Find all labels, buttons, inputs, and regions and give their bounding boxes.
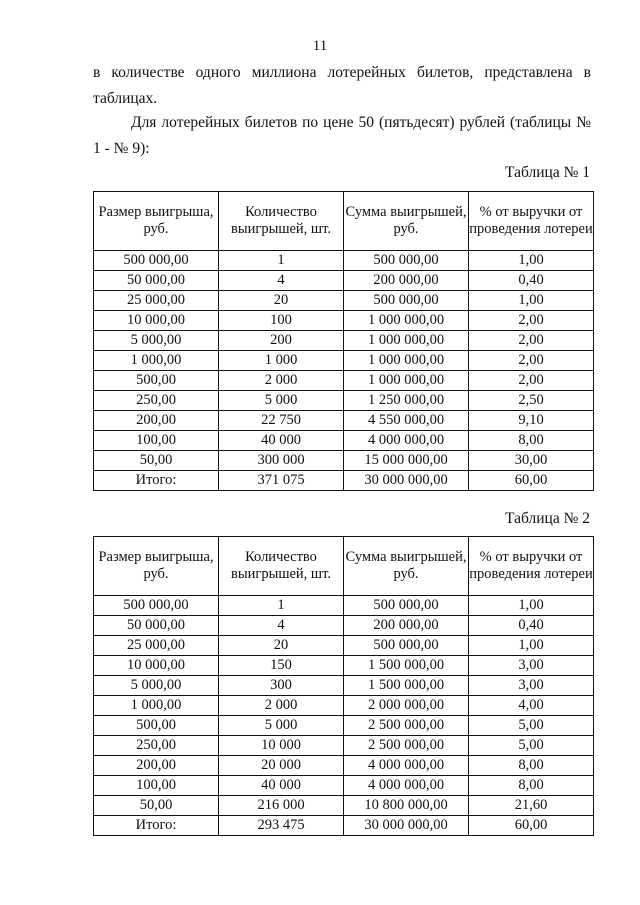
cell-prize-size: 25 000,00 [94,291,219,311]
table-row [94,736,594,756]
table-row [94,796,594,816]
cell-revenue-percent: 5,00 [469,716,594,736]
cell-revenue-percent: 2,00 [469,371,594,391]
cell-prize-count: 2 000 [219,696,344,716]
cell-prize-size: 50 000,00 [94,616,219,636]
table-row [94,756,594,776]
cell-prize-size: 250,00 [94,391,219,411]
cell-prize-sum: 200 000,00 [344,616,469,636]
cell-prize-count: 300 000 [219,451,344,471]
cell-revenue-percent: 30,00 [469,451,594,471]
table-row [94,291,594,311]
table-row [94,251,594,271]
cell-prize-size: Итого: [94,471,219,491]
header-prize-size: Размер выигрыша, руб. [94,192,219,251]
cell-prize-sum: 10 800 000,00 [344,796,469,816]
cell-prize-sum: 1 000 000,00 [344,371,469,391]
header-prize-sum: Сумма выигрышей, руб. [344,192,469,251]
cell-prize-count: 150 [219,656,344,676]
cell-prize-count: 1 [219,251,344,271]
cell-prize-size: 100,00 [94,776,219,796]
cell-prize-sum: 2 000 000,00 [344,696,469,716]
cell-prize-count: 20 [219,291,344,311]
cell-prize-size: 500,00 [94,371,219,391]
cell-prize-size: 250,00 [94,736,219,756]
cell-revenue-percent: 60,00 [469,816,594,836]
cell-revenue-percent: 8,00 [469,431,594,451]
cell-prize-size: 10 000,00 [94,656,219,676]
cell-prize-sum: 4 550 000,00 [344,411,469,431]
cell-prize-count: 5 000 [219,716,344,736]
cell-prize-size: 50 000,00 [94,271,219,291]
cell-prize-sum: 4 000 000,00 [344,431,469,451]
cell-revenue-percent: 2,50 [469,391,594,411]
cell-prize-sum: 1 000 000,00 [344,331,469,351]
cell-revenue-percent: 2,00 [469,311,594,331]
cell-prize-sum: 1 500 000,00 [344,676,469,696]
cell-revenue-percent: 5,00 [469,736,594,756]
cell-prize-size: 500 000,00 [94,596,219,616]
table-row [94,636,594,656]
cell-revenue-percent: 0,40 [469,616,594,636]
cell-revenue-percent: 2,00 [469,351,594,371]
cell-prize-sum: 2 500 000,00 [344,716,469,736]
cell-prize-sum: 1 000 000,00 [344,311,469,331]
cell-prize-count: 293 475 [219,816,344,836]
cell-revenue-percent: 0,40 [469,271,594,291]
cell-revenue-percent: 1,00 [469,291,594,311]
table-row [94,716,594,736]
prize-table-1 [93,191,594,491]
cell-prize-sum: 500 000,00 [344,251,469,271]
page-number: 11 [312,38,328,54]
cell-revenue-percent: 3,00 [469,676,594,696]
cell-prize-sum: 4 000 000,00 [344,756,469,776]
cell-prize-size: 200,00 [94,411,219,431]
cell-prize-count: 20 [219,636,344,656]
cell-prize-count: 5 000 [219,391,344,411]
cell-prize-count: 100 [219,311,344,331]
cell-prize-sum: 30 000 000,00 [344,816,469,836]
cell-prize-sum: 30 000 000,00 [344,471,469,491]
cell-revenue-percent: 21,60 [469,796,594,816]
cell-prize-size: 1 000,00 [94,696,219,716]
table-row [94,676,594,696]
table-row [94,391,594,411]
header-prize-count: Количество выигрышей, шт. [219,192,344,251]
cell-prize-count: 10 000 [219,736,344,756]
cell-revenue-percent: 1,00 [469,596,594,616]
cell-prize-sum: 500 000,00 [344,596,469,616]
prize-table-2 [93,536,594,836]
table-total-row [94,471,594,491]
cell-prize-count: 200 [219,331,344,351]
cell-prize-count: 40 000 [219,776,344,796]
cell-prize-sum: 1 500 000,00 [344,656,469,676]
header-prize-size: Размер выигрыша, руб. [94,537,219,596]
cell-prize-sum: 2 500 000,00 [344,736,469,756]
table-header-row [94,192,594,251]
cell-prize-count: 40 000 [219,431,344,451]
cell-revenue-percent: 9,10 [469,411,594,431]
cell-revenue-percent: 1,00 [469,251,594,271]
cell-prize-count: 4 [219,271,344,291]
table-row [94,371,594,391]
header-prize-sum: Сумма выигрышей, руб. [344,537,469,596]
cell-prize-count: 4 [219,616,344,636]
cell-prize-count: 216 000 [219,796,344,816]
cell-prize-count: 2 000 [219,371,344,391]
table-row [94,351,594,371]
cell-revenue-percent: 60,00 [469,471,594,491]
cell-prize-size: 5 000,00 [94,676,219,696]
table-row [94,656,594,676]
cell-prize-sum: 500 000,00 [344,636,469,656]
cell-prize-size: 500,00 [94,716,219,736]
cell-prize-sum: 15 000 000,00 [344,451,469,471]
table-row [94,451,594,471]
table-row [94,776,594,796]
cell-revenue-percent: 8,00 [469,756,594,776]
cell-prize-count: 22 750 [219,411,344,431]
price-50-paragraph: Для лотерейных билетов по цене 50 (пятьдесят) рублей (таблицы № 1 - № 9): [93,114,591,157]
cell-prize-sum: 4 000 000,00 [344,776,469,796]
table-row [94,431,594,451]
cell-prize-count: 20 000 [219,756,344,776]
cell-prize-size: 25 000,00 [94,636,219,656]
cell-revenue-percent: 3,00 [469,656,594,676]
table-total-row [94,816,594,836]
table-row [94,411,594,431]
cell-prize-size: 50,00 [94,796,219,816]
cell-prize-size: Итого: [94,816,219,836]
table-row [94,596,594,616]
table-row [94,271,594,291]
table-header-row [94,537,594,596]
cell-prize-size: 200,00 [94,756,219,776]
cell-prize-size: 500 000,00 [94,251,219,271]
cell-prize-size: 50,00 [94,451,219,471]
cell-prize-sum: 1 000 000,00 [344,351,469,371]
cell-prize-size: 100,00 [94,431,219,451]
cell-prize-sum: 200 000,00 [344,271,469,291]
intro-paragraph: в количестве одного миллиона лотерейных билетов, представлена в таблицах. [93,64,591,107]
cell-prize-size: 5 000,00 [94,331,219,351]
cell-prize-count: 1 000 [219,351,344,371]
table-2-body [94,596,594,836]
cell-prize-count: 371 075 [219,471,344,491]
header-revenue-percent: % от выручки от проведения лотереи [469,192,594,251]
table-row [94,616,594,636]
table-row [94,331,594,351]
cell-prize-sum: 500 000,00 [344,291,469,311]
cell-prize-size: 1 000,00 [94,351,219,371]
cell-revenue-percent: 2,00 [469,331,594,351]
header-prize-count: Количество выигрышей, шт. [219,537,344,596]
table-row [94,311,594,331]
table-1-body [94,251,594,491]
table-1-caption: Таблица № 1 [505,164,590,181]
table-2-caption: Таблица № 2 [505,510,590,527]
cell-prize-count: 300 [219,676,344,696]
cell-revenue-percent: 1,00 [469,636,594,656]
cell-prize-sum: 1 250 000,00 [344,391,469,411]
cell-revenue-percent: 4,00 [469,696,594,716]
header-revenue-percent: % от выручки от проведения лотереи [469,537,594,596]
cell-revenue-percent: 8,00 [469,776,594,796]
cell-prize-size: 10 000,00 [94,311,219,331]
table-row [94,696,594,716]
cell-prize-count: 1 [219,596,344,616]
